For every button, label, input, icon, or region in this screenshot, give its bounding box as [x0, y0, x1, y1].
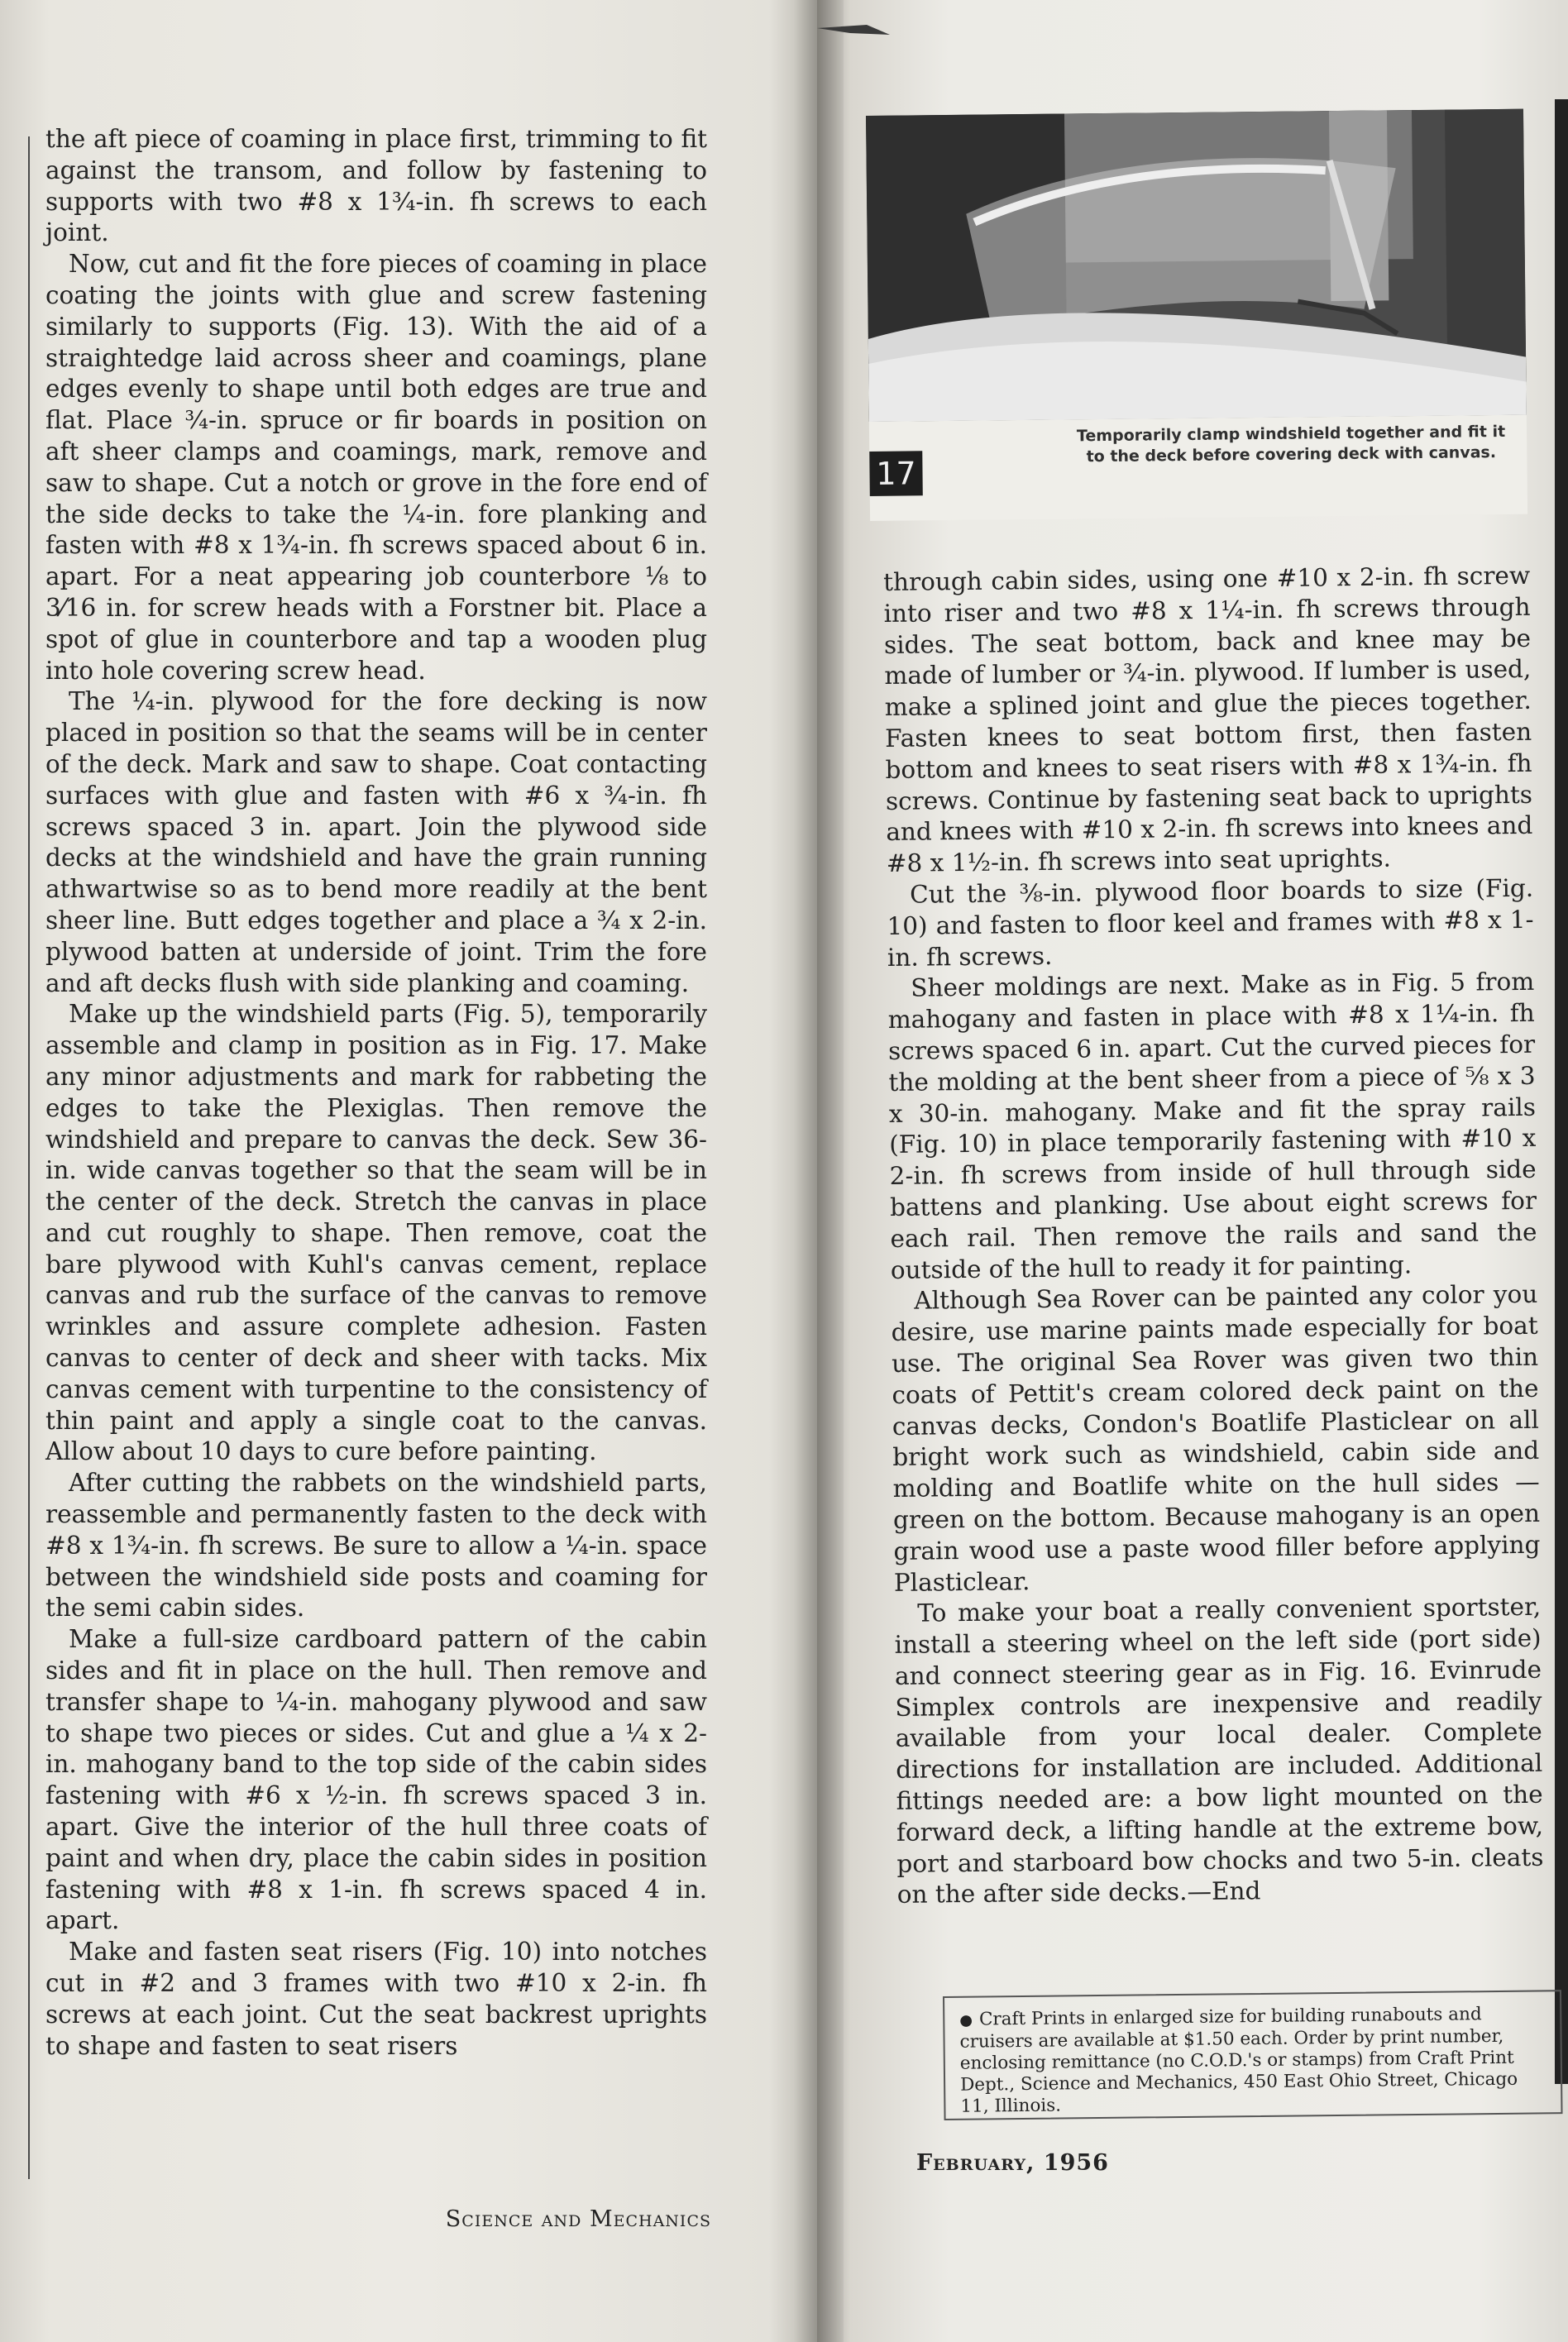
paragraph: Make and fasten seat risers (Fig. 10) into notches cut in #2 and 3 frames with two #10 x 2-in. fh screws at each joint. Cut the seat backrest uprights to shape and fasten to seat risers	[45, 1938, 707, 2060]
boat-windshield-image	[866, 109, 1527, 422]
right-column	[883, 561, 1544, 1911]
figure-number: 17	[869, 451, 923, 496]
left-column	[45, 124, 707, 2062]
paragraph: The ¼-in. plywood for the fore decking is now placed in position so that the seams will be in center of the deck. Mark and saw to shape. Coat contacting surfaces with glue and fasten with #6 x ¾-in. fh screws spaced 3 in. apart. Join the plywood side decks at the windshield and have the grain running athwartwise so as to bend more readily at the bent sheer line. Butt edges together and place a ¾ x 2-in. plywood batten at underside of joint. Trim the fore and aft decks flush with side planking and coaming.	[45, 687, 707, 997]
windshield-photo	[866, 109, 1527, 422]
paragraph: After cutting the rabbets on the windshield parts, reassemble and permanently fasten to the deck with #8 x 1¾-in. fh screws. Be sure to allow a ¼-in. space between the windshield side posts and coaming for the semi cabin sides.	[45, 1469, 707, 1623]
torn-corner	[817, 23, 892, 40]
binding-gutter	[794, 0, 844, 2342]
bullet-icon: ●	[959, 2011, 973, 2029]
craft-prints-note	[943, 1990, 1563, 2120]
paragraph: Sheer moldings are next. Make as in Fig. 5 from mahogany and fasten in place with #8 x 1¼-in. fh screws spaced 6 in. apart. Cut the curved pieces for the molding at the bent sheer from a piece of ⅝ x 3 x 30-in. mahogany. Make and fit the spray rails (Fig. 10) in place temporarily fastening with #10 x 2-in. fh screws from inside of hull through side battens and planking. Use about eight screws for each rail. Then remove the rails and sand the outside of the hull to ready it for painting.	[887, 968, 1537, 1284]
column-rule	[28, 136, 30, 2179]
paragraph: through cabin sides, using one #10 x 2-in. fh screw into riser and two #8 x 1¼-in. fh screws through sides. The seat bottom, back and knee may be made of lumber or ¾-in. plywood. If lumber is used, make a splined joint and glue the pieces together. Fasten knees to seat bottom first, then fasten bottom and knees to seat risers with #8 x 1¾-in. fh screws. Continue by fastening seat back to uprights and knees with #10 x 2-in. fh screws into knees and #8 x 1½-in. fh screws into seat uprights.	[883, 561, 1533, 878]
paragraph: Cut the ⅜-in. plywood floor boards to size (Fig. 10) and fasten to floor keel and frames with #8 x 1-in. fh screws.	[887, 873, 1534, 972]
caption-area	[869, 415, 1527, 521]
paragraph: Make a full-size cardboard pattern of the cabin sides and fit in place on the hull. Then remove and transfer shape to ¼-in. mahogany plywood and saw to shape two pieces or sides. Cut and glue a ¼ x 2-in. mahogany band to the top side of the cabin sides fastening with #6 x ½-in. fh screws spaced 3 in. apart. Give the interior of the hull three coats of paint and when dry, place the cabin sides in position fastening with #8 x 1-in. fh screws spaced 4 in. apart.	[45, 1625, 707, 1935]
paragraph: Although Sea Rover can be painted any color you desire, use marine paints made especially for boat use. The original Sea Rover was given two thin coats of Pettit's cream colored deck paint on the canvas decks, Condon's Boatlife Plasticlear on all bright work such as windshield, cabin side and molding and Boatlife white on the hull sides —green on the bottom. Because mahogany is an open grain wood use a paste wood filler before applying Plasticlear.	[891, 1280, 1541, 1597]
page-edge	[1555, 99, 1568, 2084]
magazine-title-footer: Science and Mechanics	[445, 2206, 711, 2232]
figure-caption: Temporarily clamp windshield together and fit it to the deck before covering deck with canvas.	[1076, 422, 1506, 466]
paragraph: the aft piece of coaming in place first, trimming to fit against the transom, and follow by fastening to supports with two #8 x 1¾-in. fh screws to each joint.	[45, 125, 707, 247]
paragraph: Now, cut and fit the fore pieces of coaming in place coating the joints with glue and screw fastening similarly to supports (Fig. 13). With the aid of a straightedge laid across sheer and coamings, plane edges evenly to shape until both edges are true and flat. Place ¾-in. spruce or fir boards in position on aft sheer clamps and coamings, mark, remove and saw to shape. Cut a notch or grove in the fore end of the side decks to take the ¼-in. fore planking and fasten with #8 x 1¾-in. fh screws spaced about 6 in. apart. For a neat appearing job counterbore ⅛ to 3⁄16 in. for screw heads with a Forstner bit. Place a spot of glue in counterbore and tap a wooden plug into hole covering screw head.	[45, 250, 707, 685]
paragraph: Make up the windshield parts (Fig. 5), temporarily assemble and clamp in position as in Fig. 17. Make any minor adjustments and mark for rabbeting the edges to take the Plexiglas. Then remove the windshield and prepare to canvas the deck. Sew 36-in. wide canvas together so that the seam will be in the center of the deck. Stretch the canvas in place and cut roughly to shape. Then remove, coat the bare plywood with Kuhl's canvas cement, replace canvas and rub the surface of the canvas to remove wrinkles and assure complete adhesion. Fasten canvas to center of deck and sheer with tacks. Mix canvas cement with turpentine to the consistency of thin paint and apply a single coat to the canvas. Allow about 10 days to cure before painting.	[45, 1000, 707, 1466]
note-text: Craft Prints in enlarged size for building runabouts and cruisers are available at $1.50 each. Order by print number, enclosing remittance (no C.O.D.'s or stamps) from Craft Print Dept., Science and Mechanics, 450 East Ohio Street, Chicago 11, Illinois.	[959, 2004, 1518, 2117]
paragraph: To make your boat a really convenient sportster, install a steering wheel on the left side (port side) and connect steering gear as in Fig. 16. Evinrude Simplex controls are inexpensive and readily available from your local dealer. Complete directions for installation are included. Additional fittings needed are: a bow light mounted on the forward deck, a lifting handle at the extreme bow, port and starboard bow chocks and two 5-in. cleats on the after side decks.—End	[894, 1593, 1544, 1909]
figure-17	[866, 109, 1527, 521]
issue-date-footer: February, 1956	[916, 2150, 1109, 2176]
